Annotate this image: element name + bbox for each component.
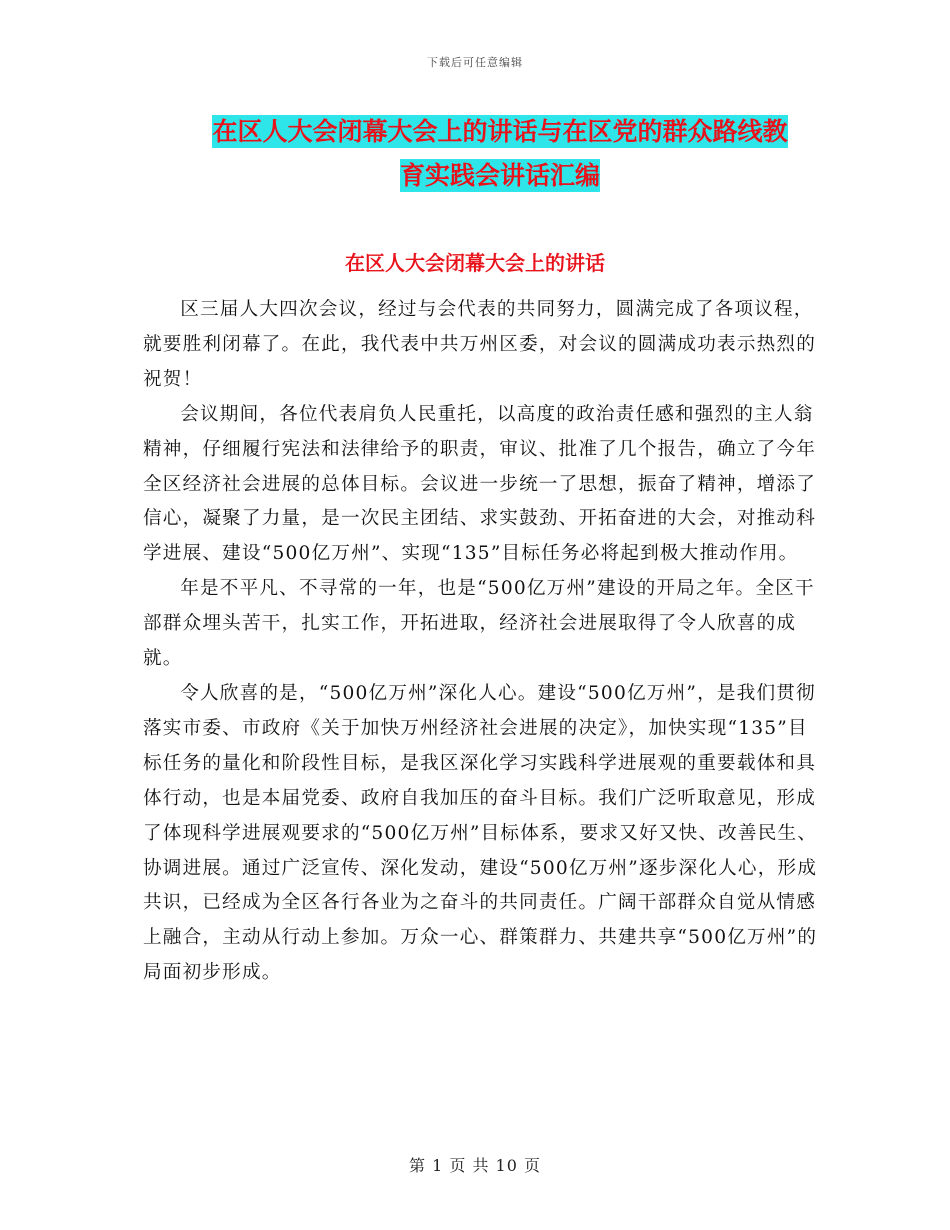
paragraph: 区三届人大四次会议，经过与会代表的共同努力，圆满完成了各项议程，就要胜利闭幕了。在此，我代表中共万州区委，对会议的圆满成功表示热烈的祝贺！ bbox=[143, 299, 816, 390]
document-body bbox=[143, 293, 823, 991]
paragraph: 令人欣喜的是，“500亿万州”深化人心。建设“500亿万州”，是我们贯彻落实市委、市政府《关于加快万州经济社会进展的决定》，加快实现“135”目标任务的量化和阶段性目标，是我区深化学习实践科学进展观的重要载体和具体行动，也是本届党委、政府自我加压的奋斗目标。我们广泛听取意见，形成了体现科学进展观要求的“500亿万州”目标体系，要求又好又快、改善民生、协调进展。通过广泛宣传、深化发动，建设“500亿万州”逐步深化人心，形成共识，已经成为全区各行各业为之奋斗的共同责任。广阔干部群众自觉从情感上融合，主动从行动上参加。万众一心、群策群力、共建共享“500亿万州”的局面初步形成。 bbox=[143, 682, 818, 984]
document-title-line-2: 育实践会讲话汇编 bbox=[399, 161, 600, 190]
document-title-line-1: 在区人大会闭幕大会上的讲话与在区党的群众路线教 bbox=[212, 117, 788, 146]
page-header-note: 下载后可任意编辑 bbox=[427, 56, 523, 69]
paragraph: 年是不平凡、不寻常的一年，也是“500亿万州”建设的开局之年。全区干部群众埋头苦干，扎实工作，开拓进取，经济社会进展取得了令人欣喜的成就。 bbox=[143, 578, 815, 670]
page-number: 第 1 页 共 10 页 bbox=[409, 1156, 541, 1175]
document-title bbox=[150, 110, 850, 198]
section-title: 在区人大会闭幕大会上的讲话 bbox=[345, 251, 605, 275]
paragraph: 会议期间，各位代表肩负人民重托，以高度的政治责任感和强烈的主人翁精神，仔细履行宪法和法律给予的职责，审议、批准了几个报告，确立了今年全区经济社会进展的总体目标。会议进一步统一了思想，振奋了精神，增添了信心，凝聚了力量，是一次民主团结、求实鼓劲、开拓奋进的大会，对推动科学进展、建设“500亿万州”、实现“135”目标任务必将起到极大推动作用。 bbox=[143, 403, 816, 565]
